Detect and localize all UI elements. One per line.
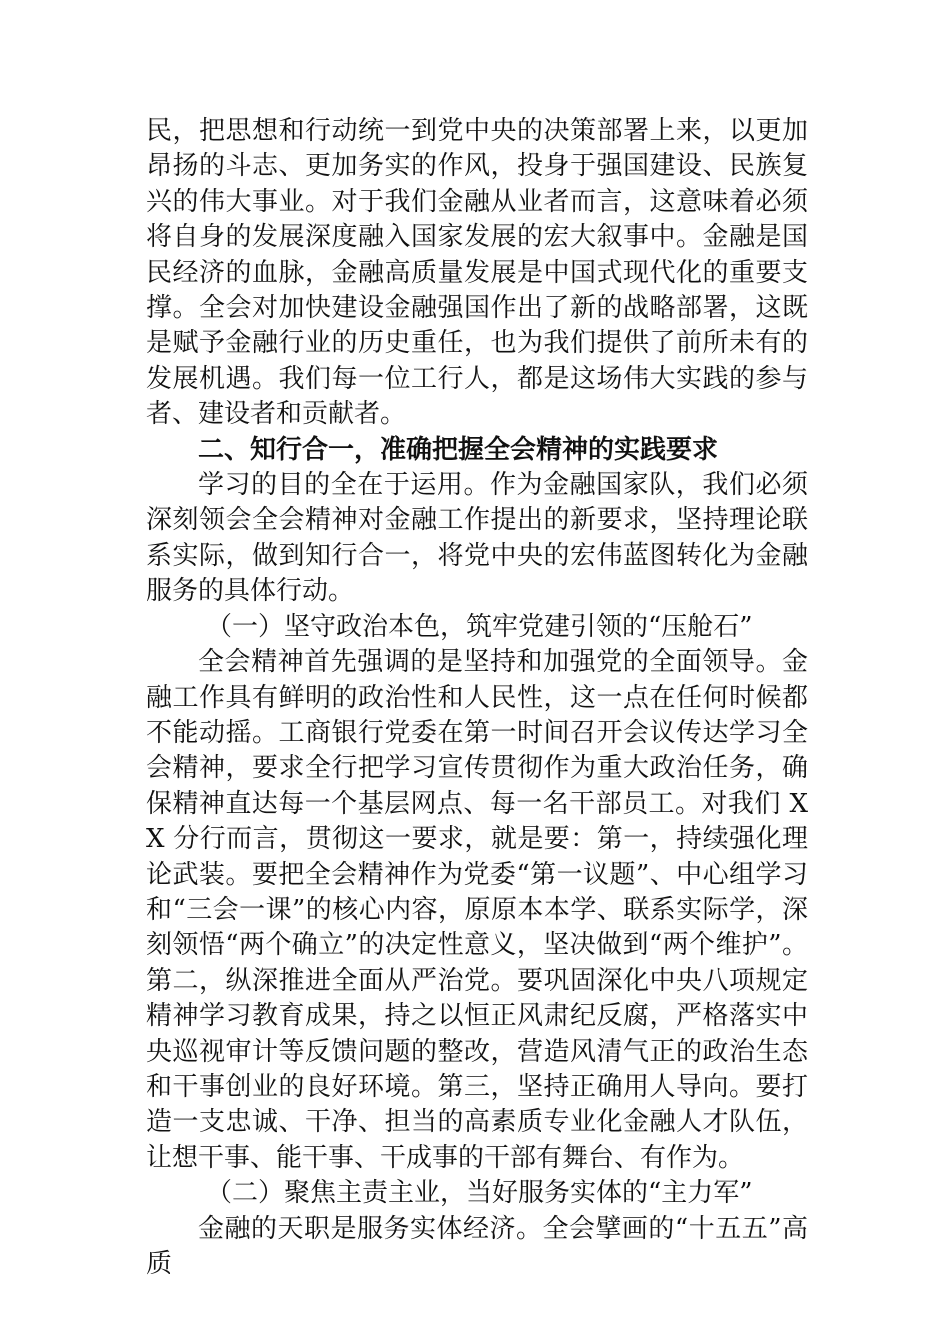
subsection-heading: （一）坚守政治本色，筑牢党建引领的“压舱石” bbox=[206, 611, 753, 642]
section-heading: 二、知行合一，准确把握全会精神的实践要求 bbox=[198, 434, 719, 465]
body-paragraph: 学习的目的全在于运用。作为金融国家队，我们必须深刻领会全会精神对金融工作提出的新要求，坚持理论联系实际，做到知行合一，将党中央的宏伟蓝图转化为金融服务的具体行动。 bbox=[146, 470, 808, 607]
subsection-heading: （二）聚焦主责主业，当好服务实体的“主力军” bbox=[206, 1178, 753, 1209]
body-paragraph: 金融的天职是服务实体经济。全会擘画的“十五五”高质 bbox=[146, 1213, 808, 1279]
body-paragraph: 全会精神首先强调的是坚持和加强党的全面领导。金融工作具有鲜明的政治性和人民性，这一点在任何时候都不能动摇。工商银行党委在第一时间召开会议传达学习全会精神，要求全行把学习宣传贯彻作为重大政治任务，确保精神直达每一个基层网点、每一名干部员工。对我们 XX 分行而言，贯彻这一要求，就是要：第一，持续强化理论武装。要把全会精神作为党委“第一议题”、中心组学习和“三会一课”的核心内容，原原本本学、联系实际学，深刻领悟“两个确立”的决定性意义，坚决做到“两个维护”。第二，纵深推进全面从严治党。要巩固深化中央八项规定精神学习教育成果，持之以恒正风肃纪反腐，严格落实中央巡视审计等反馈问题的整改，营造风清气正的政治生态和干事创业的良好环境。第三，坚持正确用人导向。要打造一支忠诚、干净、担当的高素质专业化金融人才队伍，让想干事、能干事、干成事的干部有舞台、有作为。 bbox=[146, 647, 808, 1173]
document-body bbox=[146, 114, 808, 1282]
paragraph-continuation: 民，把思想和行动统一到党中央的决策部署上来，以更加昂扬的斗志、更加务实的作风，投身于强国建设、民族复兴的伟大事业。对于我们金融从业者而言，这意味着必须将自身的发展深度融入国家发展的宏大叙事中。金融是国民经济的血脉，金融高质量发展是中国式现代化的重要支撑。全会对加快建设金融强国作出了新的战略部署，这既是赋予金融行业的历史重任，也为我们提供了前所未有的发展机遇。我们每一位工行人，都是这场伟大实践的参与者、建设者和贡献者。 bbox=[146, 116, 808, 430]
